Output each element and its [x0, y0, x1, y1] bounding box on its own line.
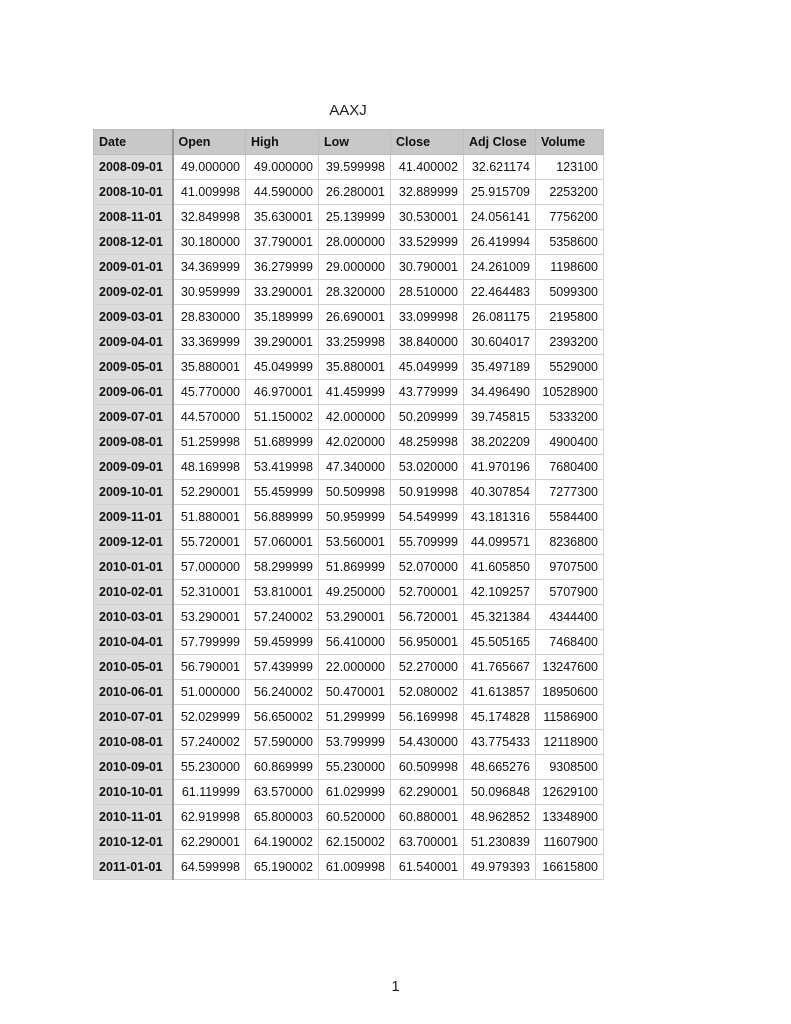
table-row [94, 205, 604, 230]
cell-low: 41.459999 [319, 380, 391, 405]
cell-volume: 5358600 [536, 230, 604, 255]
cell-high: 49.000000 [246, 155, 319, 180]
cell-adj-close: 39.745815 [464, 405, 536, 430]
cell-low: 35.880001 [319, 355, 391, 380]
cell-close: 52.700001 [391, 580, 464, 605]
cell-open: 64.599998 [173, 855, 246, 880]
cell-adj-close: 41.613857 [464, 680, 536, 705]
cell-close: 30.530001 [391, 205, 464, 230]
cell-close: 53.020000 [391, 455, 464, 480]
cell-volume: 10528900 [536, 380, 604, 405]
cell-date: 2011-01-01 [94, 855, 173, 880]
cell-volume: 2195800 [536, 305, 604, 330]
cell-high: 56.889999 [246, 505, 319, 530]
cell-high: 33.290001 [246, 280, 319, 305]
cell-open: 55.230000 [173, 755, 246, 780]
cell-date: 2009-01-01 [94, 255, 173, 280]
cell-volume: 7756200 [536, 205, 604, 230]
cell-high: 36.279999 [246, 255, 319, 280]
cell-open: 55.720001 [173, 530, 246, 555]
cell-adj-close: 35.497189 [464, 355, 536, 380]
cell-volume: 4900400 [536, 430, 604, 455]
cell-date: 2010-04-01 [94, 630, 173, 655]
cell-date: 2010-06-01 [94, 680, 173, 705]
cell-low: 61.029999 [319, 780, 391, 805]
cell-date: 2009-02-01 [94, 280, 173, 305]
cell-low: 50.470001 [319, 680, 391, 705]
cell-date: 2008-12-01 [94, 230, 173, 255]
cell-low: 60.520000 [319, 805, 391, 830]
table-body [94, 155, 604, 880]
cell-adj-close: 26.081175 [464, 305, 536, 330]
cell-date: 2010-01-01 [94, 555, 173, 580]
table-row [94, 830, 604, 855]
cell-low: 42.000000 [319, 405, 391, 430]
column-header-date: Date [94, 130, 173, 155]
cell-open: 49.000000 [173, 155, 246, 180]
cell-high: 35.630001 [246, 205, 319, 230]
cell-adj-close: 42.109257 [464, 580, 536, 605]
cell-open: 51.880001 [173, 505, 246, 530]
cell-adj-close: 34.496490 [464, 380, 536, 405]
cell-volume: 4344400 [536, 605, 604, 630]
table-row [94, 680, 604, 705]
cell-volume: 12118900 [536, 730, 604, 755]
table-row [94, 230, 604, 255]
table-row [94, 505, 604, 530]
cell-open: 57.240002 [173, 730, 246, 755]
cell-close: 43.779999 [391, 380, 464, 405]
cell-volume: 5333200 [536, 405, 604, 430]
table-row [94, 380, 604, 405]
cell-adj-close: 40.307854 [464, 480, 536, 505]
cell-adj-close: 30.604017 [464, 330, 536, 355]
cell-volume: 1198600 [536, 255, 604, 280]
cell-high: 57.240002 [246, 605, 319, 630]
cell-low: 49.250000 [319, 580, 391, 605]
cell-open: 57.799999 [173, 630, 246, 655]
cell-close: 63.700001 [391, 830, 464, 855]
cell-adj-close: 41.765667 [464, 655, 536, 680]
cell-low: 51.299999 [319, 705, 391, 730]
column-header-volume: Volume [536, 130, 604, 155]
cell-high: 57.439999 [246, 655, 319, 680]
cell-high: 53.419998 [246, 455, 319, 480]
cell-open: 45.770000 [173, 380, 246, 405]
table-row [94, 630, 604, 655]
cell-high: 57.060001 [246, 530, 319, 555]
cell-low: 50.959999 [319, 505, 391, 530]
cell-date: 2010-02-01 [94, 580, 173, 605]
table-row [94, 555, 604, 580]
cell-date: 2009-08-01 [94, 430, 173, 455]
cell-date: 2010-05-01 [94, 655, 173, 680]
table-row [94, 805, 604, 830]
cell-close: 55.709999 [391, 530, 464, 555]
cell-low: 22.000000 [319, 655, 391, 680]
cell-volume: 123100 [536, 155, 604, 180]
cell-high: 51.150002 [246, 405, 319, 430]
cell-open: 33.369999 [173, 330, 246, 355]
cell-volume: 9308500 [536, 755, 604, 780]
cell-date: 2010-03-01 [94, 605, 173, 630]
cell-open: 44.570000 [173, 405, 246, 430]
cell-adj-close: 45.174828 [464, 705, 536, 730]
cell-low: 55.230000 [319, 755, 391, 780]
cell-high: 55.459999 [246, 480, 319, 505]
cell-volume: 12629100 [536, 780, 604, 805]
cell-adj-close: 43.775433 [464, 730, 536, 755]
cell-close: 61.540001 [391, 855, 464, 880]
table-row [94, 405, 604, 430]
column-header-close: Close [391, 130, 464, 155]
data-table [93, 129, 604, 880]
cell-adj-close: 25.915709 [464, 180, 536, 205]
cell-close: 56.950001 [391, 630, 464, 655]
cell-volume: 8236800 [536, 530, 604, 555]
cell-low: 61.009998 [319, 855, 391, 880]
cell-low: 33.259998 [319, 330, 391, 355]
cell-date: 2010-11-01 [94, 805, 173, 830]
cell-date: 2008-10-01 [94, 180, 173, 205]
cell-high: 57.590000 [246, 730, 319, 755]
cell-close: 41.400002 [391, 155, 464, 180]
cell-volume: 7277300 [536, 480, 604, 505]
table-row [94, 730, 604, 755]
table-row [94, 655, 604, 680]
cell-low: 62.150002 [319, 830, 391, 855]
cell-high: 56.240002 [246, 680, 319, 705]
cell-date: 2008-11-01 [94, 205, 173, 230]
cell-open: 28.830000 [173, 305, 246, 330]
cell-adj-close: 45.505165 [464, 630, 536, 655]
cell-close: 32.889999 [391, 180, 464, 205]
cell-open: 52.310001 [173, 580, 246, 605]
cell-close: 54.549999 [391, 505, 464, 530]
cell-high: 39.290001 [246, 330, 319, 355]
cell-low: 53.290001 [319, 605, 391, 630]
table-row [94, 355, 604, 380]
cell-open: 61.119999 [173, 780, 246, 805]
cell-adj-close: 32.621174 [464, 155, 536, 180]
cell-open: 62.290001 [173, 830, 246, 855]
cell-date: 2008-09-01 [94, 155, 173, 180]
cell-adj-close: 45.321384 [464, 605, 536, 630]
cell-open: 30.180000 [173, 230, 246, 255]
cell-high: 59.459999 [246, 630, 319, 655]
cell-adj-close: 38.202209 [464, 430, 536, 455]
column-header-low: Low [319, 130, 391, 155]
column-header-open: Open [173, 130, 246, 155]
cell-high: 51.689999 [246, 430, 319, 455]
table-row [94, 855, 604, 880]
table-row [94, 480, 604, 505]
table-row [94, 605, 604, 630]
table-header-row [94, 130, 604, 155]
cell-open: 34.369999 [173, 255, 246, 280]
table-row [94, 755, 604, 780]
cell-date: 2010-10-01 [94, 780, 173, 805]
cell-adj-close: 48.665276 [464, 755, 536, 780]
table-row [94, 305, 604, 330]
cell-close: 56.720001 [391, 605, 464, 630]
cell-date: 2009-12-01 [94, 530, 173, 555]
cell-high: 35.189999 [246, 305, 319, 330]
cell-date: 2009-10-01 [94, 480, 173, 505]
cell-high: 53.810001 [246, 580, 319, 605]
cell-adj-close: 41.970196 [464, 455, 536, 480]
table-row [94, 455, 604, 480]
cell-volume: 7680400 [536, 455, 604, 480]
table-row [94, 155, 604, 180]
cell-volume: 5707900 [536, 580, 604, 605]
cell-adj-close: 24.056141 [464, 205, 536, 230]
cell-close: 52.070000 [391, 555, 464, 580]
cell-close: 50.209999 [391, 405, 464, 430]
cell-close: 60.880001 [391, 805, 464, 830]
cell-date: 2009-06-01 [94, 380, 173, 405]
cell-open: 30.959999 [173, 280, 246, 305]
cell-low: 50.509998 [319, 480, 391, 505]
cell-adj-close: 22.464483 [464, 280, 536, 305]
cell-high: 44.590000 [246, 180, 319, 205]
cell-open: 32.849998 [173, 205, 246, 230]
cell-close: 38.840000 [391, 330, 464, 355]
cell-close: 56.169998 [391, 705, 464, 730]
cell-close: 62.290001 [391, 780, 464, 805]
cell-adj-close: 51.230839 [464, 830, 536, 855]
cell-low: 51.869999 [319, 555, 391, 580]
cell-close: 30.790001 [391, 255, 464, 280]
cell-volume: 7468400 [536, 630, 604, 655]
cell-close: 45.049999 [391, 355, 464, 380]
cell-date: 2009-09-01 [94, 455, 173, 480]
cell-volume: 2393200 [536, 330, 604, 355]
cell-volume: 9707500 [536, 555, 604, 580]
cell-close: 52.270000 [391, 655, 464, 680]
cell-low: 39.599998 [319, 155, 391, 180]
cell-low: 25.139999 [319, 205, 391, 230]
cell-low: 29.000000 [319, 255, 391, 280]
cell-close: 48.259998 [391, 430, 464, 455]
cell-date: 2009-11-01 [94, 505, 173, 530]
cell-volume: 13348900 [536, 805, 604, 830]
table-row [94, 180, 604, 205]
cell-open: 52.029999 [173, 705, 246, 730]
cell-high: 46.970001 [246, 380, 319, 405]
cell-low: 26.690001 [319, 305, 391, 330]
table-row [94, 705, 604, 730]
cell-adj-close: 26.419994 [464, 230, 536, 255]
cell-date: 2010-07-01 [94, 705, 173, 730]
cell-high: 37.790001 [246, 230, 319, 255]
cell-open: 62.919998 [173, 805, 246, 830]
cell-volume: 16615800 [536, 855, 604, 880]
document-title: AAXJ [329, 102, 367, 119]
cell-date: 2009-05-01 [94, 355, 173, 380]
cell-adj-close: 41.605850 [464, 555, 536, 580]
cell-close: 33.099998 [391, 305, 464, 330]
cell-high: 58.299999 [246, 555, 319, 580]
cell-adj-close: 44.099571 [464, 530, 536, 555]
table-row [94, 530, 604, 555]
cell-low: 53.799999 [319, 730, 391, 755]
cell-volume: 11607900 [536, 830, 604, 855]
cell-close: 60.509998 [391, 755, 464, 780]
cell-high: 45.049999 [246, 355, 319, 380]
cell-open: 53.290001 [173, 605, 246, 630]
cell-volume: 5099300 [536, 280, 604, 305]
cell-date: 2010-09-01 [94, 755, 173, 780]
cell-close: 54.430000 [391, 730, 464, 755]
cell-adj-close: 24.261009 [464, 255, 536, 280]
cell-date: 2010-08-01 [94, 730, 173, 755]
cell-low: 26.280001 [319, 180, 391, 205]
table-row [94, 580, 604, 605]
cell-volume: 18950600 [536, 680, 604, 705]
cell-open: 51.000000 [173, 680, 246, 705]
cell-date: 2010-12-01 [94, 830, 173, 855]
table-row [94, 280, 604, 305]
cell-low: 56.410000 [319, 630, 391, 655]
cell-low: 42.020000 [319, 430, 391, 455]
table-row [94, 255, 604, 280]
cell-close: 50.919998 [391, 480, 464, 505]
cell-volume: 13247600 [536, 655, 604, 680]
cell-date: 2009-07-01 [94, 405, 173, 430]
cell-high: 64.190002 [246, 830, 319, 855]
page-number: 1 [391, 978, 400, 995]
cell-low: 28.000000 [319, 230, 391, 255]
cell-adj-close: 48.962852 [464, 805, 536, 830]
cell-adj-close: 43.181316 [464, 505, 536, 530]
cell-close: 28.510000 [391, 280, 464, 305]
cell-open: 57.000000 [173, 555, 246, 580]
cell-adj-close: 49.979393 [464, 855, 536, 880]
cell-volume: 2253200 [536, 180, 604, 205]
column-header-adj-close: Adj Close [464, 130, 536, 155]
cell-open: 35.880001 [173, 355, 246, 380]
cell-adj-close: 50.096848 [464, 780, 536, 805]
cell-date: 2009-03-01 [94, 305, 173, 330]
cell-volume: 5584400 [536, 505, 604, 530]
cell-high: 56.650002 [246, 705, 319, 730]
cell-low: 28.320000 [319, 280, 391, 305]
table-row [94, 430, 604, 455]
cell-volume: 5529000 [536, 355, 604, 380]
table-row [94, 330, 604, 355]
cell-close: 52.080002 [391, 680, 464, 705]
cell-volume: 11586900 [536, 705, 604, 730]
cell-low: 53.560001 [319, 530, 391, 555]
cell-low: 47.340000 [319, 455, 391, 480]
cell-open: 52.290001 [173, 480, 246, 505]
cell-high: 65.190002 [246, 855, 319, 880]
cell-open: 41.009998 [173, 180, 246, 205]
cell-high: 63.570000 [246, 780, 319, 805]
cell-open: 56.790001 [173, 655, 246, 680]
cell-open: 51.259998 [173, 430, 246, 455]
cell-high: 60.869999 [246, 755, 319, 780]
column-header-high: High [246, 130, 319, 155]
cell-close: 33.529999 [391, 230, 464, 255]
cell-date: 2009-04-01 [94, 330, 173, 355]
table-row [94, 780, 604, 805]
cell-open: 48.169998 [173, 455, 246, 480]
cell-high: 65.800003 [246, 805, 319, 830]
